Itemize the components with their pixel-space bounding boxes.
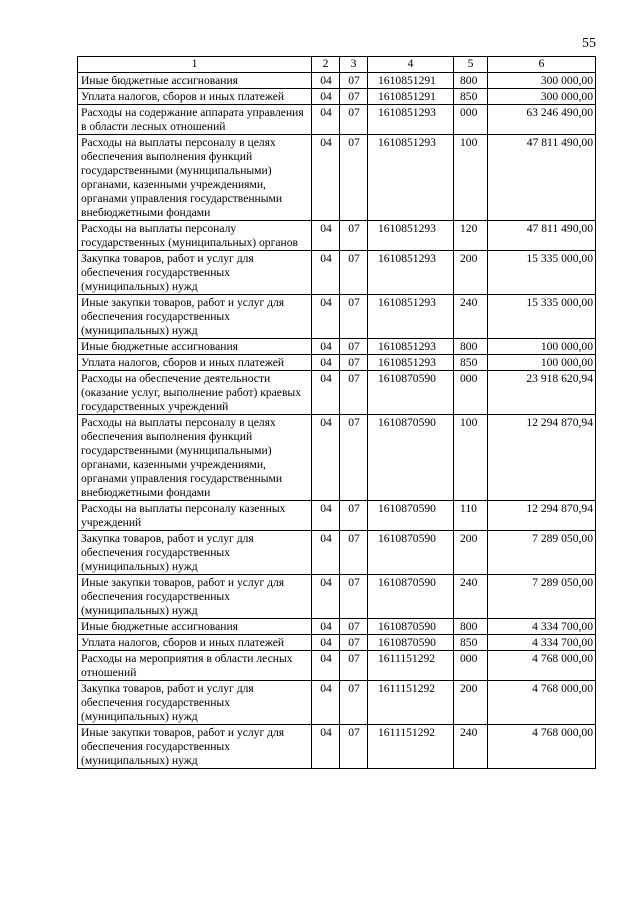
- row-expense-type-cell: 800: [454, 619, 488, 635]
- row-section-cell: 04: [312, 251, 340, 295]
- row-expense-type-cell: 200: [454, 531, 488, 575]
- row-expense-type-cell: 800: [454, 339, 488, 355]
- row-amount-cell: 7 289 050,00: [488, 531, 596, 575]
- row-name-cell: Расходы на содержание аппарата управления в области лесных отношений: [78, 105, 312, 135]
- row-name-cell: Уплата налогов, сборов и иных платежей: [78, 635, 312, 651]
- column-header-3: 3: [340, 57, 368, 73]
- table-row: [78, 501, 596, 531]
- column-header-6: 6: [488, 57, 596, 73]
- row-subsection-cell: 07: [340, 89, 368, 105]
- row-expense-type-cell: 100: [454, 415, 488, 501]
- row-section-cell: 04: [312, 635, 340, 651]
- row-target-article-cell: 1610870590: [368, 619, 454, 635]
- table-row: [78, 619, 596, 635]
- row-name-cell: Расходы на мероприятия в области лесных отношений: [78, 651, 312, 681]
- row-section-cell: 04: [312, 295, 340, 339]
- column-header-1: 1: [78, 57, 312, 73]
- row-section-cell: 04: [312, 619, 340, 635]
- row-amount-cell: 4 768 000,00: [488, 651, 596, 681]
- row-amount-cell: 100 000,00: [488, 339, 596, 355]
- row-target-article-cell: 1610870590: [368, 415, 454, 501]
- table-row: [78, 221, 596, 251]
- row-name-cell: Иные бюджетные ассигнования: [78, 73, 312, 89]
- row-subsection-cell: 07: [340, 295, 368, 339]
- table-row: [78, 371, 596, 415]
- row-amount-cell: 100 000,00: [488, 355, 596, 371]
- row-subsection-cell: 07: [340, 651, 368, 681]
- row-subsection-cell: 07: [340, 251, 368, 295]
- row-expense-type-cell: 110: [454, 501, 488, 531]
- row-name-cell: Закупка товаров, работ и услуг для обеспечения государственных (муниципальных) нужд: [78, 531, 312, 575]
- table-row: [78, 73, 596, 89]
- table-row: [78, 681, 596, 725]
- row-target-article-cell: 1610851293: [368, 355, 454, 371]
- row-section-cell: 04: [312, 501, 340, 531]
- row-expense-type-cell: 240: [454, 575, 488, 619]
- row-target-article-cell: 1611151292: [368, 725, 454, 769]
- row-target-article-cell: 1610851293: [368, 295, 454, 339]
- row-amount-cell: 4 768 000,00: [488, 725, 596, 769]
- row-subsection-cell: 07: [340, 371, 368, 415]
- row-expense-type-cell: 240: [454, 295, 488, 339]
- row-expense-type-cell: 800: [454, 73, 488, 89]
- column-header-5: 5: [454, 57, 488, 73]
- row-expense-type-cell: 200: [454, 251, 488, 295]
- row-section-cell: 04: [312, 371, 340, 415]
- row-name-cell: Иные закупки товаров, работ и услуг для обеспечения государственных (муниципальных) нужд: [78, 575, 312, 619]
- row-target-article-cell: 1610870590: [368, 531, 454, 575]
- row-name-cell: Уплата налогов, сборов и иных платежей: [78, 355, 312, 371]
- row-target-article-cell: 1610851293: [368, 339, 454, 355]
- row-expense-type-cell: 120: [454, 221, 488, 251]
- row-section-cell: 04: [312, 651, 340, 681]
- row-name-cell: Расходы на выплаты персоналу казенных учреждений: [78, 501, 312, 531]
- row-subsection-cell: 07: [340, 635, 368, 651]
- row-name-cell: Закупка товаров, работ и услуг для обеспечения государственных (муниципальных) нужд: [78, 681, 312, 725]
- column-header-4: 4: [368, 57, 454, 73]
- row-expense-type-cell: 850: [454, 635, 488, 651]
- row-name-cell: Закупка товаров, работ и услуг для обеспечения государственных (муниципальных) нужд: [78, 251, 312, 295]
- row-expense-type-cell: 200: [454, 681, 488, 725]
- row-subsection-cell: 07: [340, 501, 368, 531]
- row-target-article-cell: 1610851293: [368, 251, 454, 295]
- row-amount-cell: 4 768 000,00: [488, 681, 596, 725]
- table-row: [78, 635, 596, 651]
- row-name-cell: Иные бюджетные ассигнования: [78, 339, 312, 355]
- row-subsection-cell: 07: [340, 339, 368, 355]
- row-amount-cell: 47 811 490,00: [488, 135, 596, 221]
- row-amount-cell: 12 294 870,94: [488, 501, 596, 531]
- row-name-cell: Иные бюджетные ассигнования: [78, 619, 312, 635]
- table-row: [78, 651, 596, 681]
- row-target-article-cell: 1611151292: [368, 681, 454, 725]
- row-name-cell: Расходы на выплаты персоналу государственных (муниципальных) органов: [78, 221, 312, 251]
- table-row: [78, 575, 596, 619]
- row-amount-cell: 300 000,00: [488, 73, 596, 89]
- row-section-cell: 04: [312, 415, 340, 501]
- row-target-article-cell: 1610851291: [368, 73, 454, 89]
- row-expense-type-cell: 240: [454, 725, 488, 769]
- row-amount-cell: 15 335 000,00: [488, 295, 596, 339]
- row-amount-cell: 4 334 700,00: [488, 619, 596, 635]
- table-row: [78, 355, 596, 371]
- header-row: [78, 57, 596, 73]
- row-section-cell: 04: [312, 531, 340, 575]
- table-row: [78, 295, 596, 339]
- row-expense-type-cell: 000: [454, 651, 488, 681]
- row-amount-cell: 23 918 620,94: [488, 371, 596, 415]
- row-subsection-cell: 07: [340, 681, 368, 725]
- row-target-article-cell: 1610870590: [368, 635, 454, 651]
- row-target-article-cell: 1610851293: [368, 135, 454, 221]
- row-subsection-cell: 07: [340, 73, 368, 89]
- row-name-cell: Расходы на выплаты персоналу в целях обеспечения выполнения функций государственными (муниципальными) органами, казенными учреждениями, органами управления государственными внебюджетными фондами: [78, 135, 312, 221]
- table-row: [78, 89, 596, 105]
- row-name-cell: Уплата налогов, сборов и иных платежей: [78, 89, 312, 105]
- row-section-cell: 04: [312, 221, 340, 251]
- column-header-2: 2: [312, 57, 340, 73]
- row-subsection-cell: 07: [340, 105, 368, 135]
- row-amount-cell: 63 246 490,00: [488, 105, 596, 135]
- row-subsection-cell: 07: [340, 619, 368, 635]
- table-row: [78, 135, 596, 221]
- table-row: [78, 105, 596, 135]
- row-name-cell: Расходы на выплаты персоналу в целях обеспечения выполнения функций государственными (муниципальными) органами, казенными учреждениями, органами управления государственными внебюджетными фондами: [78, 415, 312, 501]
- row-target-article-cell: 1610870590: [368, 575, 454, 619]
- row-subsection-cell: 07: [340, 531, 368, 575]
- row-amount-cell: 47 811 490,00: [488, 221, 596, 251]
- row-expense-type-cell: 850: [454, 89, 488, 105]
- row-section-cell: 04: [312, 73, 340, 89]
- table-row: [78, 531, 596, 575]
- row-target-article-cell: 1610851293: [368, 221, 454, 251]
- row-section-cell: 04: [312, 725, 340, 769]
- row-target-article-cell: 1610851293: [368, 105, 454, 135]
- row-target-article-cell: 1611151292: [368, 651, 454, 681]
- row-subsection-cell: 07: [340, 575, 368, 619]
- row-amount-cell: 12 294 870,94: [488, 415, 596, 501]
- row-subsection-cell: 07: [340, 415, 368, 501]
- row-amount-cell: 15 335 000,00: [488, 251, 596, 295]
- table-row: [78, 251, 596, 295]
- row-name-cell: Иные закупки товаров, работ и услуг для обеспечения государственных (муниципальных) нужд: [78, 725, 312, 769]
- row-section-cell: 04: [312, 575, 340, 619]
- row-expense-type-cell: 000: [454, 371, 488, 415]
- row-section-cell: 04: [312, 135, 340, 221]
- table-row: [78, 415, 596, 501]
- row-name-cell: Расходы на обеспечение деятельности (оказание услуг, выполнение работ) краевых государственных учреждений: [78, 371, 312, 415]
- row-amount-cell: 7 289 050,00: [488, 575, 596, 619]
- row-amount-cell: 300 000,00: [488, 89, 596, 105]
- budget-table: [77, 56, 596, 769]
- row-expense-type-cell: 850: [454, 355, 488, 371]
- row-section-cell: 04: [312, 355, 340, 371]
- row-target-article-cell: 1610870590: [368, 501, 454, 531]
- row-target-article-cell: 1610870590: [368, 371, 454, 415]
- row-expense-type-cell: 100: [454, 135, 488, 221]
- table-row: [78, 339, 596, 355]
- row-target-article-cell: 1610851291: [368, 89, 454, 105]
- row-expense-type-cell: 000: [454, 105, 488, 135]
- row-amount-cell: 4 334 700,00: [488, 635, 596, 651]
- row-subsection-cell: 07: [340, 135, 368, 221]
- row-subsection-cell: 07: [340, 355, 368, 371]
- row-name-cell: Иные закупки товаров, работ и услуг для обеспечения государственных (муниципальных) нужд: [78, 295, 312, 339]
- row-section-cell: 04: [312, 339, 340, 355]
- row-section-cell: 04: [312, 105, 340, 135]
- table-row: [78, 725, 596, 769]
- row-subsection-cell: 07: [340, 221, 368, 251]
- page-number: 55: [582, 36, 596, 51]
- row-section-cell: 04: [312, 89, 340, 105]
- row-subsection-cell: 07: [340, 725, 368, 769]
- row-section-cell: 04: [312, 681, 340, 725]
